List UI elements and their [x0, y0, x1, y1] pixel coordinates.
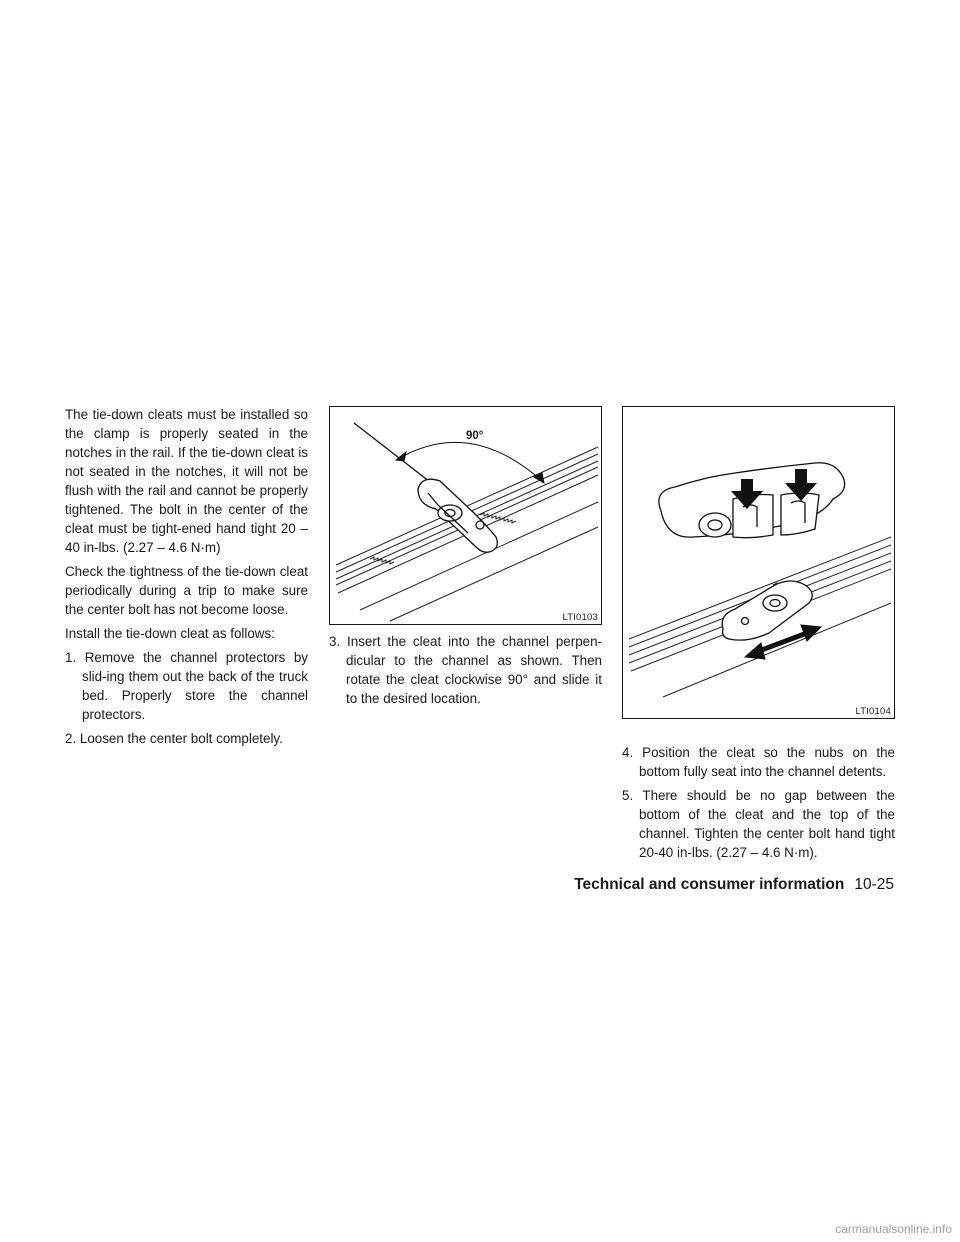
figure-code: LTI0103 [562, 612, 598, 623]
figure-cleat-position [622, 406, 895, 719]
figure-cleat-rotation [329, 406, 602, 625]
section-title: Technical and consumer information [574, 876, 845, 893]
text-column-left [65, 405, 308, 753]
text-column-middle [329, 632, 602, 713]
step-2: 2. Loosen the center bolt completely. [65, 731, 283, 746]
step-5: 5. There should be no gap between the bottom of the cleat and the top of the channel. Tighten the center bolt hand tight 20-40 in-lbs. (2.27 – 4.6 N·m). [622, 788, 895, 860]
watermark: carmanualsonline.info [835, 1222, 952, 1236]
cleat-position-illustration [623, 407, 894, 718]
text-column-right [622, 743, 895, 867]
angle-label: 90° [466, 430, 484, 442]
step-3: 3. Insert the cleat into the channel perpen-dicular to the channel as shown. Then rotate the cleat clockwise 90° and slide it to the desired location. [329, 634, 602, 706]
tightness-check-paragraph: Check the tightness of the tie-down cleat periodically during a trip to make sure the center bolt has not become loose. [65, 564, 308, 617]
page-number: 10-25 [854, 876, 894, 893]
page-footer [574, 876, 894, 894]
cleat-seating-paragraph: The tie-down cleats must be installed so the clamp is properly seated in the notches in the rail. If the tie-down cleat is not seated in the notches, it will not be flush with the rail and cannot be properly tightened. The bolt in the center of the cleat must be tight-ened hand tight 20 – 40 in-lbs. (2.27 – 4.6 N·m) [65, 407, 308, 555]
step-1: 1. Remove the channel protectors by slid-ing them out the back of the truck bed. Properly store the channel protectors. [65, 650, 308, 722]
step-4: 4. Position the cleat so the nubs on the bottom fully seat into the channel detents. [622, 745, 895, 779]
figure-code: LTI0104 [855, 706, 891, 717]
install-intro: Install the tie-down cleat as follows: [65, 626, 275, 641]
